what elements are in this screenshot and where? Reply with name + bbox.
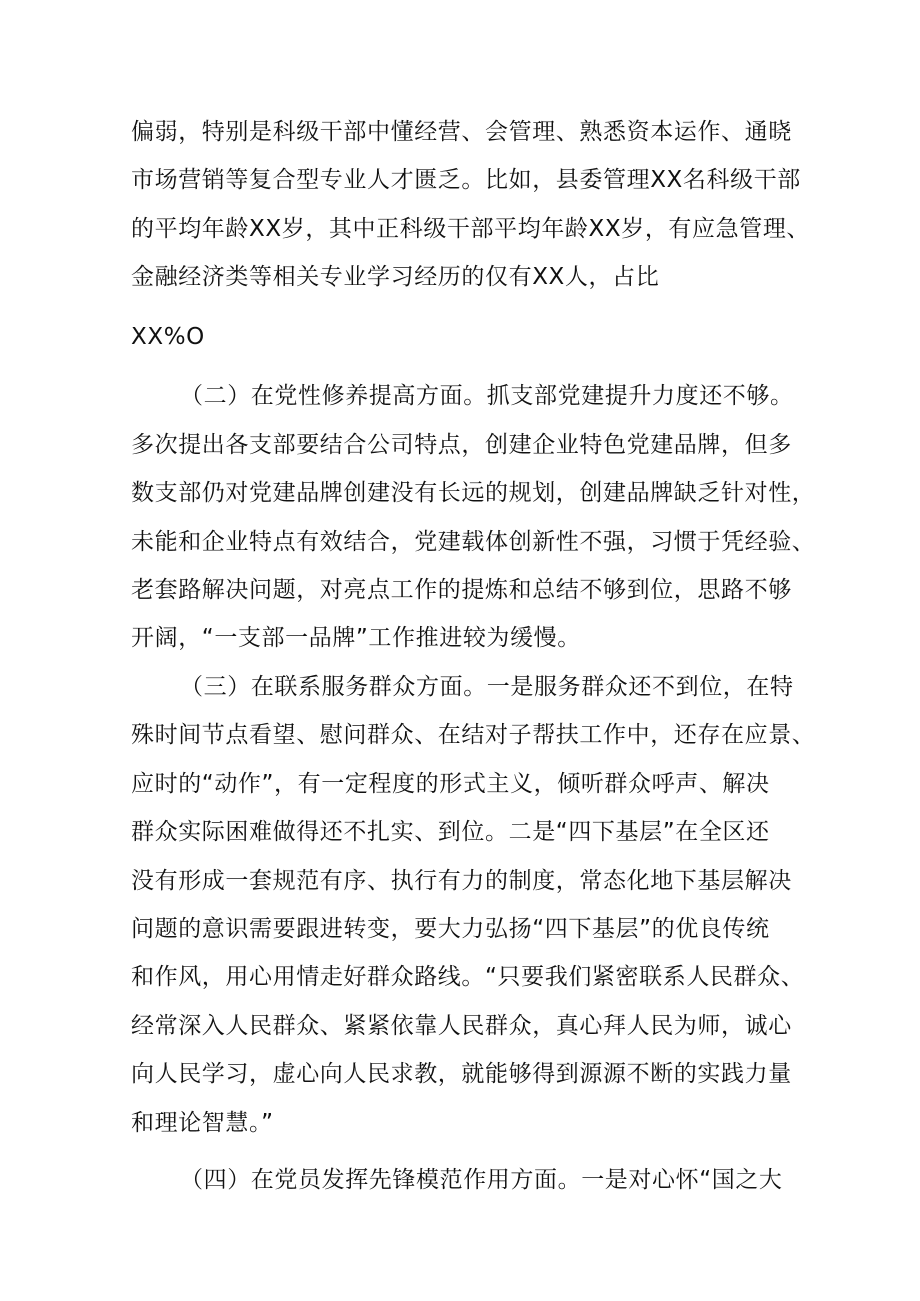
paragraph-heading-4: （四）在党员发挥先锋模范作用方面。一是对心怀“国之大 (180, 1167, 783, 1193)
text-line: 和作风，用心用情走好群众路线。“只要我们紧密联系人民群众、 (131, 964, 805, 990)
text-line: 开阔，“一支部一品牌”工作推进较为缓慢。 (131, 625, 581, 651)
text-line: 数支部仍对党建品牌创建没有长远的规划，创建品牌缺乏针对性， (131, 480, 816, 506)
text-line: 偏弱，特别是科级干部中懂经营、会管理、熟悉资本运作、通晓 (131, 119, 792, 145)
text-line: 的平均年龄XX岁，其中正科级干部平均年龄XX岁，有应急管理、 (131, 216, 811, 242)
text-line: 没有形成一套规范有序、执行有力的制度，常态化地下基层解决 (131, 868, 792, 894)
text-line: 应时的“动作”，有一定程度的形式主义，倾听群众呼声、解决 (131, 771, 770, 797)
text-line: 经常深入人民群众、紧紧依靠人民群众，真心拜人民为师，诚心 (131, 1013, 792, 1039)
text-line: 多次提出各支部要结合公司特点，创建企业特色党建品牌，但多 (131, 432, 792, 458)
text-line: 老套路解决问题，对亮点工作的提炼和总结不够到位，思路不够 (131, 577, 792, 603)
text-line: 金融经济类等相关专业学习经历的仅有XX人，占比 (131, 264, 660, 290)
text-line: 和理论智慧。” (131, 1110, 274, 1136)
paragraph-heading-2: （二）在党性修养提高方面。抓支部党建提升力度还不够。 (180, 383, 794, 409)
text-line: 殊时间节点看望、慰问群众、在结对子帮扶工作中，还存在应景、 (131, 722, 816, 748)
text-line: 市场营销等复合型专业人才匮乏。比如，县委管理XX名科级干部 (131, 167, 801, 193)
text-line: XX%O (131, 324, 205, 350)
text-line: 未能和企业特点有效结合，党建载体创新性不强，习惯于凭经验、 (131, 529, 816, 555)
text-line: 向人民学习，虚心向人民求教，就能够得到源源不断的实践力量 (131, 1061, 792, 1087)
paragraph-heading-3: （三）在联系服务群众方面。一是服务群众还不到位，在特 (180, 674, 794, 700)
text-line: 问题的意识需要跟进转变，要大力弘扬“四下基层”的优良传统 (131, 916, 770, 942)
text-line: 群众实际困难做得还不扎实、到位。二是“四下基层”在全区还 (131, 819, 770, 845)
